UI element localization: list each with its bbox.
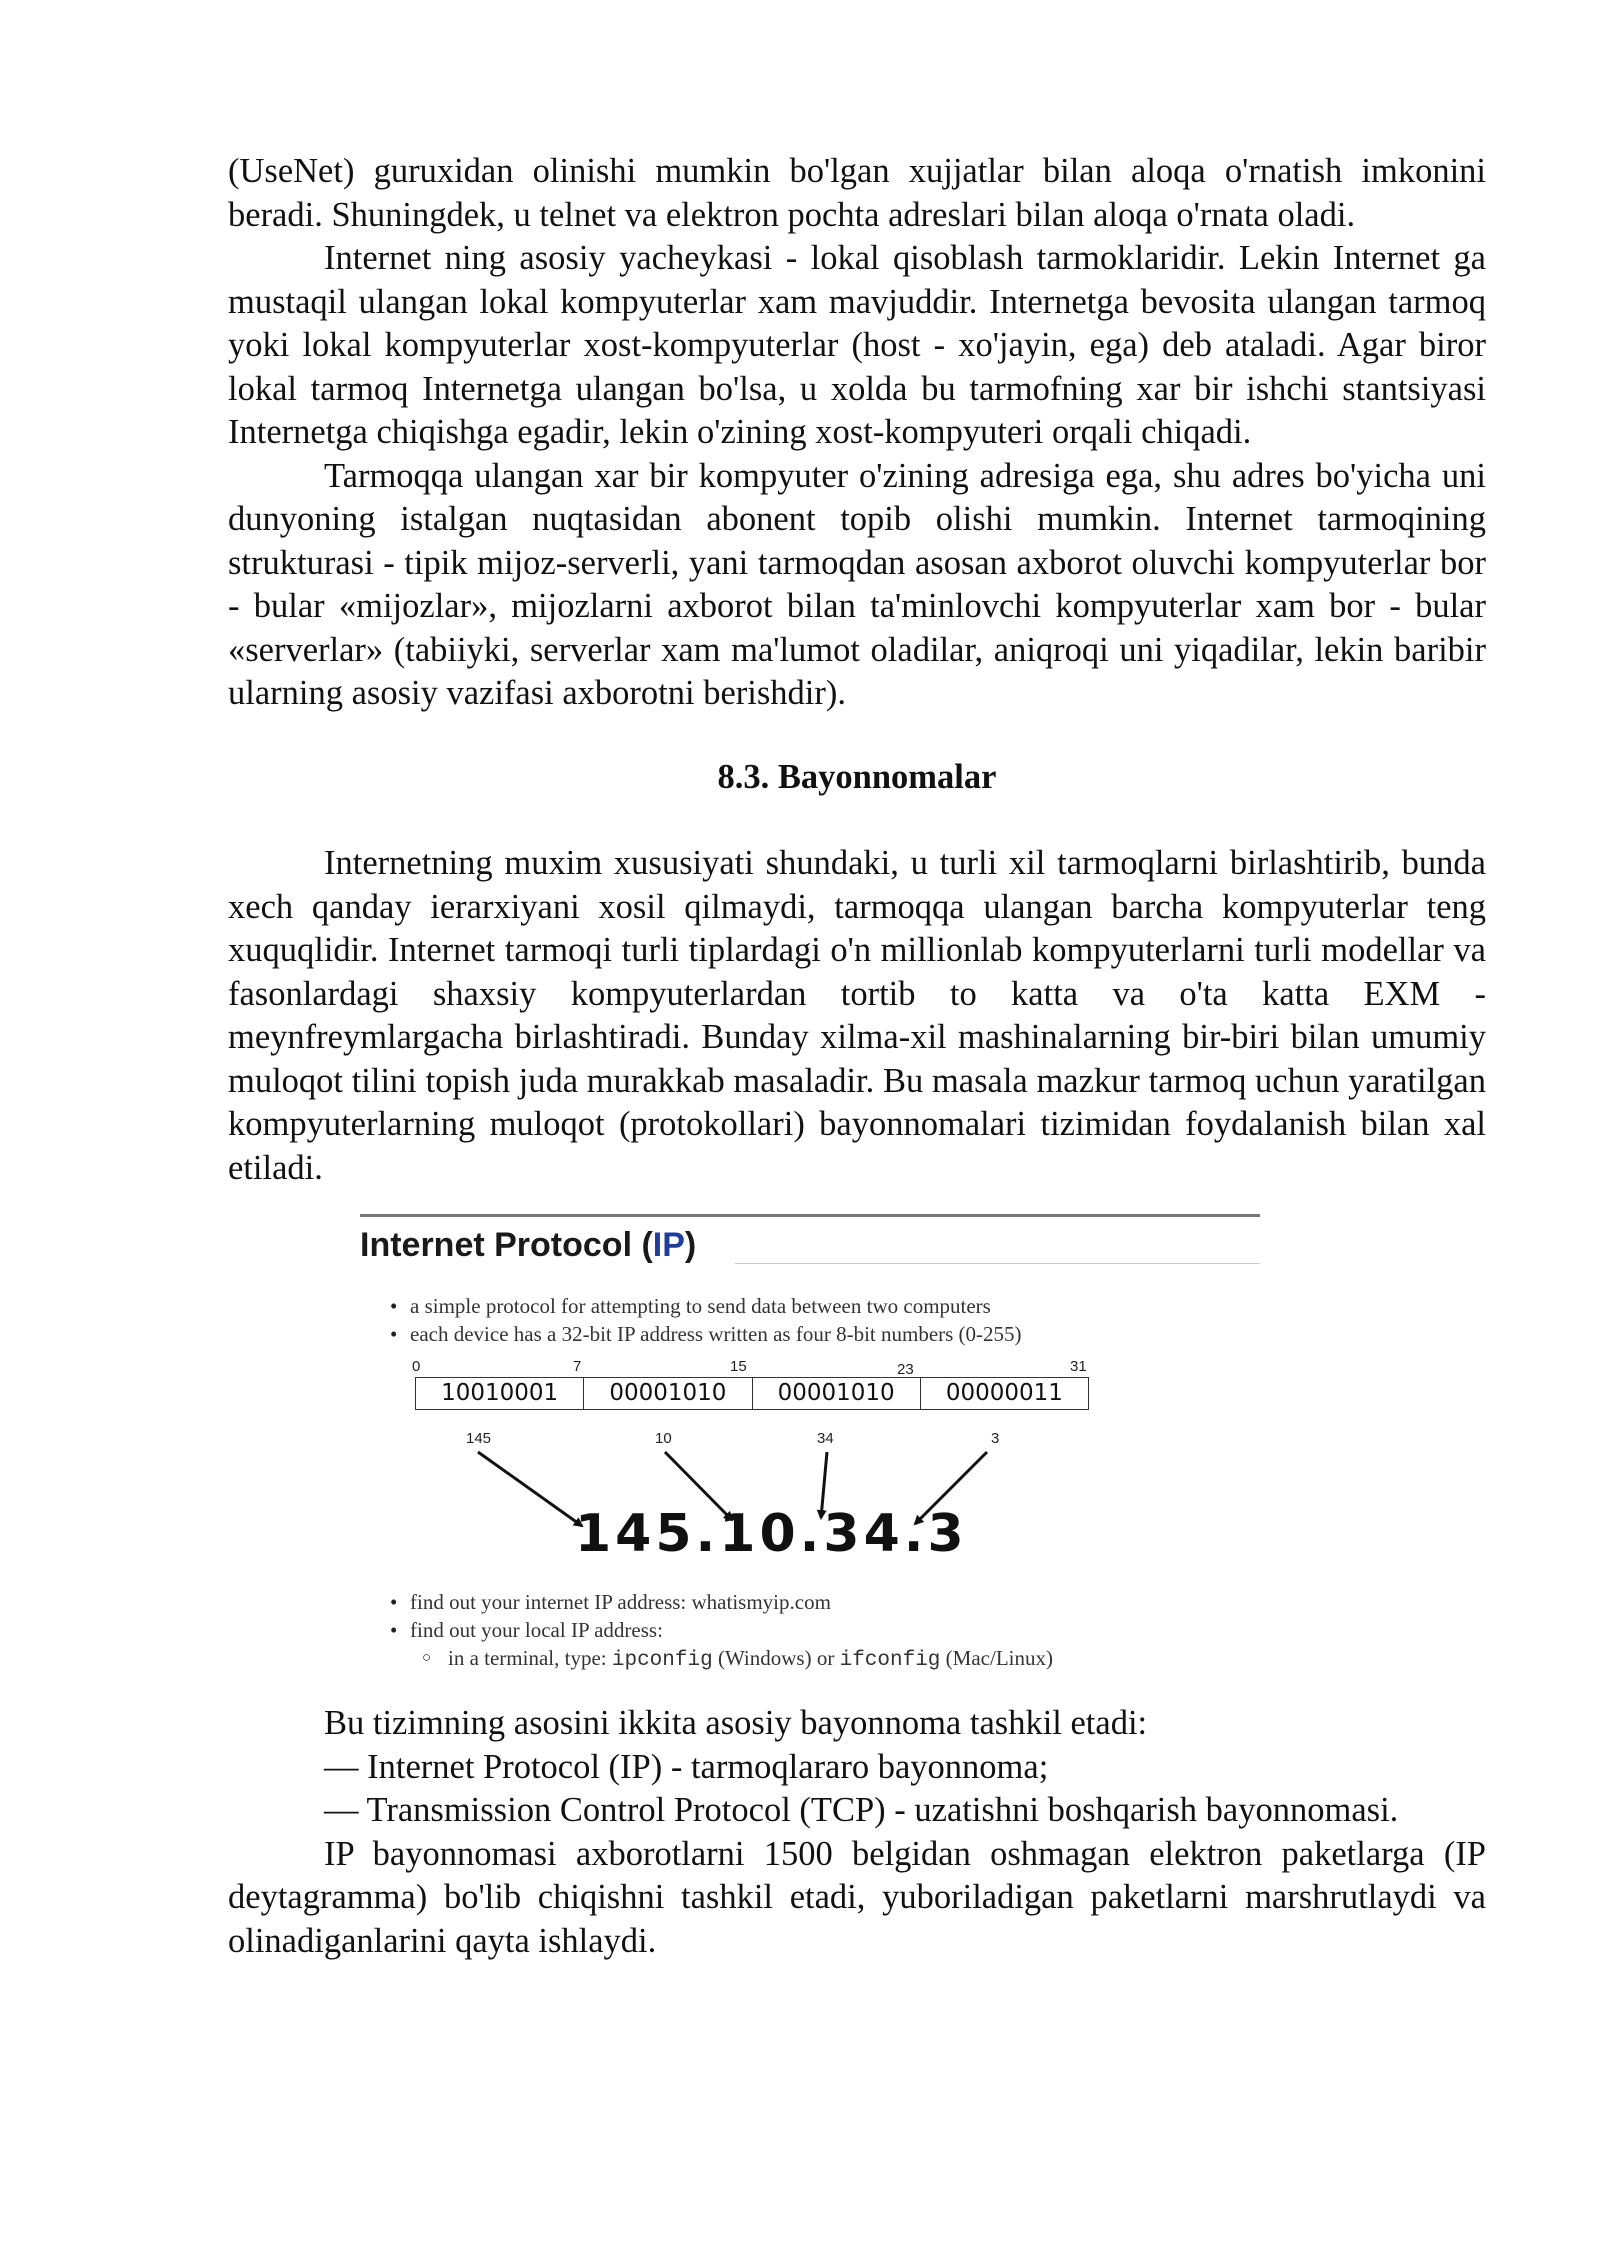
cmd-ifconfig: ifconfig [839, 1649, 941, 1672]
octet-4-binary: 00000011 [920, 1378, 1088, 1409]
bit-index-0: 0 [412, 1358, 421, 1375]
figure-top-line [360, 1214, 1260, 1217]
paragraph-usenet: (UseNet) guruxidan olinishi mumkin bo'lgan xujjatlar bilan aloqa o'rnatish imkonini beradi. Shuningdek, u telnet va elektron pochta adreslari bilan aloqa o'rnata oladi. [228, 152, 1486, 234]
list-item-ip: — Internet Protocol (IP) - tarmoqlararo bayonnoma; [324, 1747, 1049, 1786]
paragraph-ip-packets: IP bayonnomasi axborotlarni 1500 belgidan oshmagan elektron paketlarga (IP deytagramma) bo'lib chiqishni tashkil etadi, yuboriladigan paketlarni marshrutlaydi va olinadiganlarini qayta ishlaydi. [228, 1834, 1486, 1960]
figure-bullet-32-bit: • each device has a 32-bit IP address written as four 8-bit numbers (0-255) [390, 1320, 1022, 1348]
paragraph-client-server: Tarmoqqa ulangan xar bir kompyuter o'zining adresiga ega, shu adres bo'yicha uni dunyoning istalgan nuqtasidan abonent topib olishi mumkin. Internet tarmoqining strukturasi - tipik mijoz-serverli, yani tarmoqdan asosan axborot oluvchi kompyuterlar bor - bular «mijozlar», mijozlarni axborot bilan ta'minlovchi kompyuterlar xam bor - bular «serverlar» (tabiiyki, serverlar xam ma'lumot oladilar, aniqroqi uni yiqadilar, lekin baribir ularning asosiy vazifasi axborotni berishdir). [228, 456, 1486, 712]
figure-bullet-local-ip: • find out your local IP address: [390, 1616, 1053, 1644]
paragraph-intro-protocols: Bu tizimning asosini ikkita asosiy bayonnoma tashkil etadi: [324, 1704, 1148, 1742]
bit-index-23: 23 [897, 1361, 914, 1378]
list-item-tcp: — Transmission Control Protocol (TCP) - uzatishni boshqarish bayonnomasi. [324, 1791, 1399, 1829]
figure-bullet-internet-ip: • find out your internet IP address: whatismyip.com [390, 1588, 1053, 1616]
octet-3-decimal: 34 [817, 1430, 834, 1447]
whatismyip-link[interactable]: whatismyip.com [691, 1590, 831, 1614]
ip-address-decimal: 145.10.34.3 [575, 1504, 968, 1564]
arrow-octet-1 [478, 1452, 582, 1526]
bit-index-31: 31 [1070, 1358, 1087, 1375]
figure-title: Internet Protocol (IP) [360, 1226, 697, 1264]
octet-4-decimal: 3 [991, 1430, 1000, 1447]
section-heading: 8.3. Bayonnomalar [717, 757, 997, 796]
octet-1-binary: 10010001 [441, 1380, 559, 1406]
octet-1-decimal: 145 [466, 1430, 492, 1447]
figure-bullets-bottom [390, 1588, 1053, 1675]
figure-bullet-simple-protocol: • a simple protocol for attempting to send data between two computers [390, 1292, 1022, 1320]
figure-subbullet-terminal: ○ in a terminal, type: ipconfig (Windows) or ifconfig (Mac/Linux) [390, 1644, 1053, 1675]
octet-2-decimal: 10 [655, 1430, 672, 1447]
ip-protocol-figure [360, 1220, 1260, 1670]
bit-index-7: 7 [573, 1358, 582, 1375]
octet-3-binary: 00001010 [752, 1378, 920, 1409]
page-content [228, 150, 1486, 1963]
octet-2-binary: 00001010 [583, 1378, 751, 1409]
bit-index-15: 15 [730, 1358, 747, 1375]
paragraph-protocols: Internetning muxim xususiyati shundaki, u turli xil tarmoqlarni birlashtirib, bunda xech qanday ierarxiyani xosil qilmaydi, tarmoqqa ulangan barcha kompyuterlar teng xuquqlidir. Internet tarmoqi turli tiplardagi o'n millionlab kompyuterlarni turli modellar va fasonlardagi shaxsiy kompyuterlardan tortib to katta va o'ta katta EXM - meynfreymlargacha birlashtiradi. Bunday xilma-xil mashinalarning bir-biri bilan umumiy muloqot tilini topish juda murakkab masaladir. Bu masala mazkur tarmoq uchun yaratilgan kompyuterlarning muloqot (protokollari) bayonnomalari tizimidan foydalanish bilan xal etiladi. [228, 844, 1486, 1187]
cmd-ipconfig: ipconfig [611, 1649, 713, 1672]
paragraph-internet-cell: Internet ning asosiy yacheykasi - lokal qisoblash tarmoklaridir. Lekin Internet ga mustaqil ulangan lokal kompyuterlar xam mavjuddir. Internetga bevosita ulangan tarmoq yoki lokal kompyuterlar xost-kompyuterlar (host - xo'jayin, ega) deb ataladi. Agar biror lokal tarmoq Internetga ulangan bo'lsa, u xolda bu tarmofning xar bir ishchi stantsiyasi Internetga chiqishga egadir, lekin o'zining xost-kompyuteri orqali chiqadi. [228, 239, 1486, 451]
